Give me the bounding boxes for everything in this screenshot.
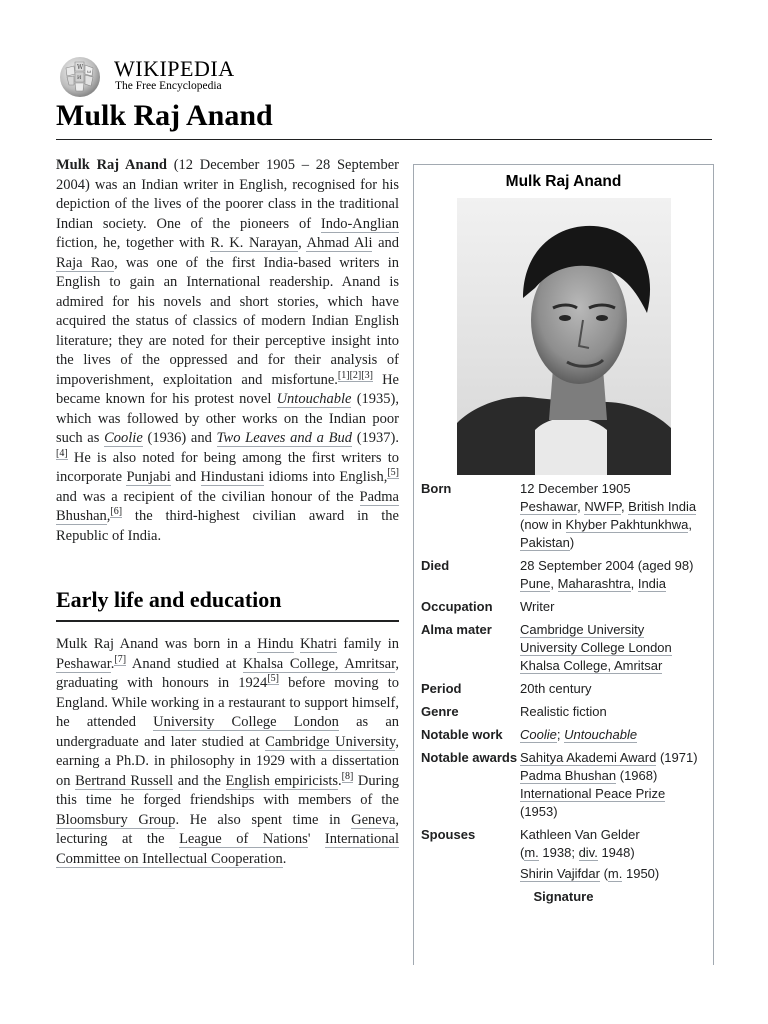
occupation-value: Writer [520, 599, 555, 614]
wikipedia-wordmark: WIKIPEDIA [114, 56, 235, 81]
text: 1938; [538, 845, 579, 860]
text: , [688, 517, 693, 532]
award-3-year: (1953) [520, 804, 558, 819]
link-geneva[interactable]: Geneva [351, 811, 396, 828]
text: and [170, 469, 201, 485]
text: . [338, 772, 342, 789]
infobox-row-notable-work [414, 724, 713, 747]
text: 1950) [622, 866, 660, 881]
link-sahitya-akademi-award[interactable]: Sahitya Akademi Award [520, 750, 657, 765]
text: ' [307, 831, 325, 847]
link-married-abbr[interactable]: m. [524, 845, 539, 860]
link-english-empiricists[interactable]: English empiricists [225, 772, 339, 789]
link-khyber-pakhtunkhwa[interactable]: Khyber Pakhtunkhwa [565, 517, 689, 532]
spouse-1-name: Kathleen Van Gelder [520, 827, 640, 842]
link-british-india[interactable]: British India [628, 499, 697, 514]
link-raja-rao[interactable]: Raja Rao [56, 254, 115, 271]
article-page [56, 52, 712, 904]
period-label: Period [421, 681, 462, 696]
text: fiction, he, together with [56, 235, 211, 251]
text: Anand studied at [126, 655, 243, 672]
early-life-paragraph [56, 635, 399, 869]
wikipedia-globe-logo[interactable] [56, 54, 104, 98]
infobox-title: Mulk Raj Anand [505, 173, 622, 190]
infobox-table [414, 478, 713, 906]
text: . He also spent time in [175, 811, 352, 828]
text [294, 636, 300, 652]
born-place [520, 498, 707, 516]
text: and was a recipient of the civilian honour of the [56, 488, 360, 505]
link-ahmad-ali[interactable]: Ahmad Ali [306, 235, 373, 251]
alma-mater-value [520, 621, 707, 675]
text: . [110, 655, 115, 672]
text: (1936) and [142, 430, 217, 446]
svg-text:И: И [77, 75, 82, 81]
infobox-row-period [414, 678, 713, 701]
spouse-1-dates [520, 844, 707, 862]
text: , earning a Ph.D. in philosophy in 1929 with a dissertation on [56, 733, 399, 789]
spouses-label: Spouses [421, 827, 476, 842]
svg-text:W: W [77, 64, 84, 71]
link-cambridge-university[interactable]: Cambridge University [265, 733, 396, 750]
text: as an undergraduate and later studied at [56, 714, 400, 750]
link-pakistan[interactable]: Pakistan [520, 535, 570, 550]
died-date: 28 September 2004 (aged 98) [520, 558, 694, 573]
link-khalsa-college[interactable]: Khalsa College, Amritsar [242, 655, 396, 672]
alma-mater-label: Alma mater [421, 622, 492, 637]
section-heading: Early life and education [56, 586, 399, 622]
infobox-row-died [414, 555, 713, 596]
link-khatri[interactable]: Khatri [299, 636, 337, 652]
occupation-label: Occupation [421, 599, 493, 614]
link-alma-ucl[interactable]: University College London [520, 640, 672, 655]
text: (1971) [656, 750, 698, 765]
notable-work-label: Notable work [421, 727, 503, 742]
ref-7[interactable]: [7] [114, 653, 127, 665]
link-married-abbr-2[interactable]: m. [607, 866, 623, 881]
link-university-college-london[interactable]: University College London [153, 714, 339, 730]
infobox-row-alma-mater [414, 619, 713, 678]
ref-1[interactable]: [1] [337, 369, 350, 381]
infobox [413, 164, 714, 965]
ref-5[interactable]: [5] [387, 467, 399, 479]
link-work-coolie[interactable]: Coolie [520, 727, 557, 742]
link-work-untouchable[interactable]: Untouchable [564, 727, 638, 742]
subject-name: Mulk Raj Anand [56, 157, 167, 173]
text: , [298, 235, 307, 251]
died-value [520, 557, 707, 593]
link-hindustani[interactable]: Hindustani [200, 469, 265, 485]
portrait-photo[interactable] [457, 198, 671, 475]
link-two-leaves-and-a-bud[interactable]: Two Leaves and a Bud [216, 430, 352, 446]
spouses-value [520, 826, 707, 883]
link-punjabi[interactable]: Punjabi [126, 469, 171, 485]
text: He is also noted for being among the first writers to incorporate [56, 449, 399, 485]
text: idioms into English, [264, 469, 388, 485]
text: . [282, 850, 287, 867]
ref-8[interactable]: [8] [341, 770, 354, 782]
died-place [520, 575, 707, 593]
text: , lecturing at the [56, 811, 400, 847]
text: (12 December 1905 – 28 September 2004) was an Indian writer in English, recognised for his depiction of the lives of the poorer class in the traditional Indian society. One of the pioneers of [56, 157, 399, 232]
link-indo-anglian[interactable]: Indo-Anglian [320, 215, 399, 232]
born-date: 12 December 1905 [520, 481, 631, 496]
infobox-row-occupation [414, 596, 713, 619]
text: ( [520, 845, 525, 860]
link-divorced-abbr[interactable]: div. [578, 845, 598, 860]
infobox-row-genre [414, 701, 713, 724]
infobox-row-awards [414, 747, 713, 824]
link-bertrand-russell[interactable]: Bertrand Russell [75, 772, 174, 789]
link-award-padma-bhushan[interactable]: Padma Bhushan [520, 768, 617, 783]
awards-label: Notable awards [421, 750, 518, 765]
awards-value [520, 749, 707, 821]
link-alma-cambridge[interactable]: Cambridge University [520, 622, 645, 637]
text: 1948) [597, 845, 635, 860]
text: , was one of the first India-based writers in English to gain an International readership. Anand is admired for his novels and short stories, which have acquired the status of classics of modern Indian English literature; they are noted for their perceptive insight into the lives of the oppressed and for their analysis of impoverishment, exploitation and misfortune. [56, 254, 399, 388]
text: (1935), which was followed by other works on the Indian poor such as [56, 391, 399, 446]
text: , [106, 508, 111, 524]
wikipedia-tagline: The Free Encyclopedia [115, 80, 222, 92]
text: , [630, 576, 638, 591]
link-padma-bhushan[interactable]: Padma Bhushan [56, 488, 399, 524]
text: , [550, 576, 558, 591]
ref-3[interactable]: [3] [361, 369, 373, 381]
text: He became known for his protest novel [56, 371, 399, 407]
link-born-peshawar[interactable]: Peshawar [520, 499, 578, 514]
page-title: Mulk Raj Anand [56, 98, 712, 140]
text: and the [173, 772, 226, 789]
spouse-2 [520, 865, 707, 883]
text: before moving to England. While working in a restaurant to support himself, he attended [56, 675, 399, 730]
infobox-row-spouses [414, 824, 713, 886]
text: (1937). [351, 430, 399, 446]
link-alma-khalsa[interactable]: Khalsa College, Amritsar [520, 658, 663, 673]
text: and [372, 235, 400, 251]
link-icic[interactable]: International Committee on Intellectual Cooperation [56, 831, 400, 867]
link-coolie[interactable]: Coolie [104, 430, 143, 446]
link-india[interactable]: India [637, 576, 667, 591]
text: (now in [520, 517, 566, 532]
link-league-of-nations[interactable]: League of Nations [179, 831, 308, 847]
link-shirin-vajifdar[interactable]: Shirin Vajifdar [520, 866, 600, 881]
link-nwfp[interactable]: NWFP [584, 499, 621, 514]
wikipedia-header [56, 52, 712, 98]
link-hindu[interactable]: Hindu [257, 636, 294, 652]
text: , graduating with honours in 1924 [56, 655, 399, 691]
text: Mulk Raj Anand was born in a [56, 636, 258, 652]
link-untouchable[interactable]: Untouchable [276, 391, 352, 407]
link-maharashtra[interactable]: Maharashtra [557, 576, 631, 591]
signature-label: Signature [533, 889, 594, 904]
died-label: Died [421, 558, 450, 573]
ref-2[interactable]: [2] [349, 369, 362, 381]
link-international-peace-prize[interactable]: International Peace Prize [520, 786, 666, 801]
ref-6[interactable]: [6] [110, 506, 123, 518]
period-value: 20th century [520, 681, 592, 696]
born-value [520, 480, 707, 552]
svg-text:ω: ω [87, 69, 92, 75]
ref-4[interactable]: [4] [56, 447, 68, 459]
infobox-row-born [414, 478, 713, 555]
notable-work-value [520, 726, 707, 744]
genre-value: Realistic fiction [520, 704, 607, 719]
text: , [620, 499, 629, 514]
text: , [577, 499, 585, 514]
text: ) [569, 535, 575, 550]
article-body [56, 156, 399, 869]
genre-label: Genre [421, 704, 459, 719]
text: ( [599, 866, 608, 881]
intro-paragraph [56, 156, 399, 546]
link-bloomsbury-group[interactable]: Bloomsbury Group [56, 811, 176, 828]
link-pune[interactable]: Pune [520, 576, 551, 591]
born-now [520, 516, 707, 552]
text: (1968) [616, 768, 658, 783]
text: family in [337, 636, 399, 652]
text: the third-highest civilian award in the Republic of India. [56, 508, 399, 544]
link-rk-narayan[interactable]: R. K. Narayan [210, 235, 299, 251]
link-peshawar[interactable]: Peshawar [56, 655, 111, 672]
text: During this time he forged friendships with members of the [56, 772, 400, 808]
ref-5-b[interactable]: [5] [267, 673, 279, 685]
text: ; [556, 727, 565, 742]
born-label: Born [421, 481, 452, 496]
